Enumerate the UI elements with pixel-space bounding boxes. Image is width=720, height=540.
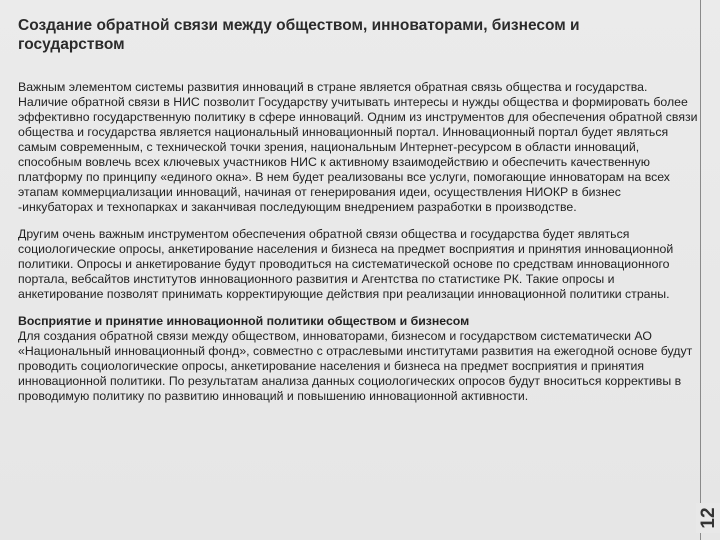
paragraph-portal: Важным элементом системы развития инноваций в стране является обратная связь общества и государства. Наличие обратной связи в НИС позволит Государству учитывать интересы и нужды общества и формировать более эффективно государственную политику в сфере инноваций. Одним из инструментов для обеспечения обратной связи общества и государства является национальный инновационный портал. Инновационный портал будет являться самым современным, с технической точки зрения, национальным Интернет-ресурсом в области инноваций, способным вовлечь всех ключевых участников НИС к активному взаимодействию и обеспечить качественную платформу по принципу «единого окна». В нем будет реализованы все услуги, помогающие инноваторам на всех этапам коммерциализации инноваций, начиная от генерирования идеи, осуществления НИОКР в бизнес -инкубаторах и технопарках и заканчивая последующим внедрением разработки в производстве. [18,80,698,214]
paragraph-perception [18,314,698,404]
slide-body [18,80,698,404]
paragraph-perception-text: Для создания обратной связи между обществом, инноваторами, бизнесом и государством систематически АО «Национальный инновационный фонд», совместно с отраслевыми институтами развития на ежегодной основе будут проводить социологические опросы, анкетирование населения и бизнеса на предмет восприятия и принятия инновационной политики. По результатам анализа данных социологических опросов будут вноситься коррективы в проводимую политику по развитию инноваций и повышению инновационной активности. [18,329,693,403]
page-number: 12 [696,503,720,533]
paragraph-surveys: Другим очень важным инструментом обеспечения обратной связи общества и государства будет являться социологические опросы, анкетирование населения и бизнеса на предмет восприятия и принятия инновационной политики. Опросы и анкетирование будут проводиться на систематической основе по средствам инновационного портала, вебсайтов институтов инновационного развития и Агентства по статистике РК. Такие опросы и анкетирование позволят принимать корректирующие действия при реализации инновационной политики страны. [18,227,674,301]
slide-title: Создание обратной связи между обществом, инноваторами, бизнесом и государством [18,17,580,53]
section-subheading: Восприятие и принятие инновационной политики обществом и бизнесом [18,314,470,328]
vertical-divider [700,0,701,540]
